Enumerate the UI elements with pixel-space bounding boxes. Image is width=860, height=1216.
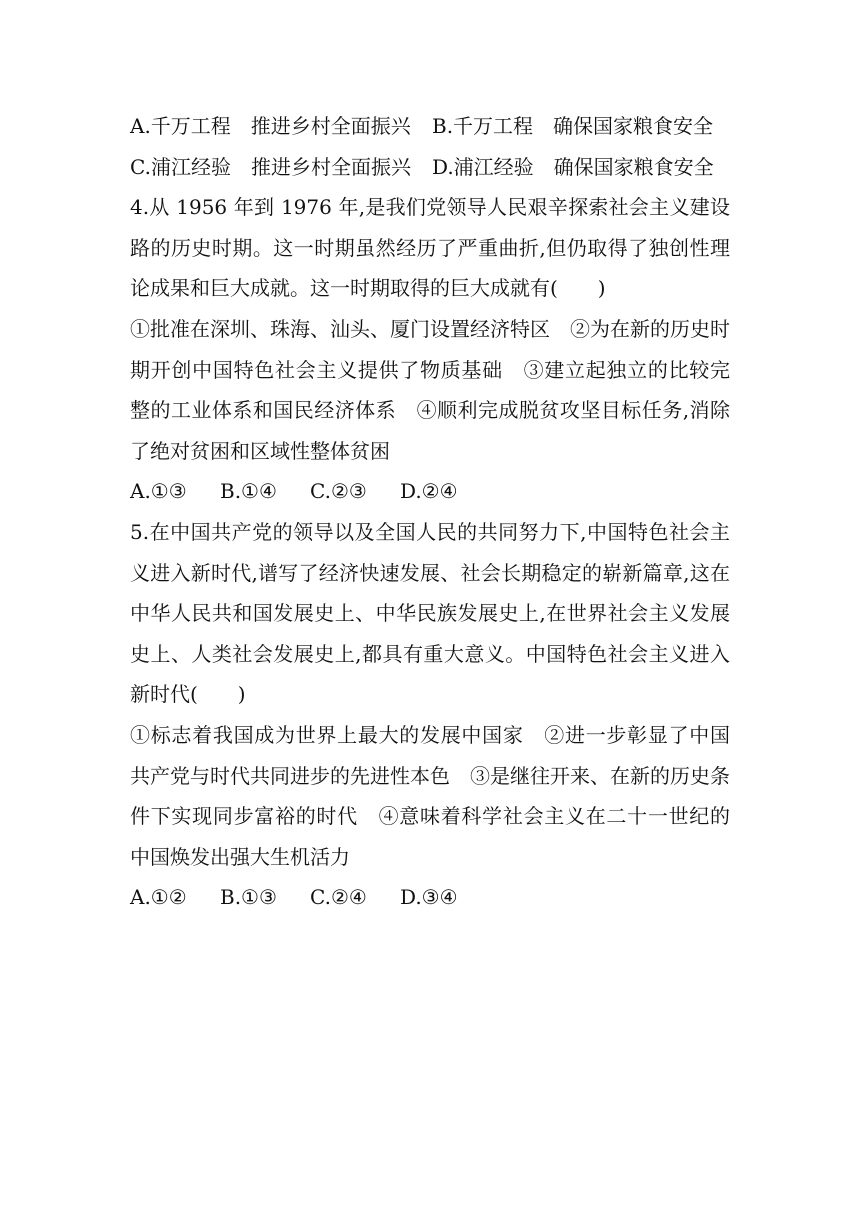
q4-option-b[interactable]: B.①④ [220, 479, 277, 504]
q3-option-c[interactable]: C.浦江经验 推进乡村全面振兴 [130, 154, 411, 179]
q4-option-c[interactable]: C.②③ [310, 479, 367, 504]
q4-statement-line: 整的工业体系和国民经济体系 ④顺利完成脱贫攻坚目标任务,消除 [130, 398, 730, 423]
q5-stem-line: 史上、人类社会发展史上,都具有重大意义。中国特色社会主义进入 [130, 641, 730, 666]
q5-option-c[interactable]: C.②④ [310, 885, 367, 910]
q3-options-row-2 [130, 147, 730, 188]
q3-option-b[interactable]: B.千万工程 确保国家粮食安全 [432, 114, 714, 138]
q3-option-a[interactable]: A.千万工程 推进乡村全面振兴 [130, 114, 411, 138]
q4-statement-line: 期开创中国特色社会主义提供了物质基础 ③建立起独立的比较完 [130, 357, 730, 382]
q5-statement-line: ①标志着我国成为世界上最大的发展中国家 ②进一步彰显了中国 [130, 722, 730, 747]
q5-option-a[interactable]: A.①② [130, 885, 187, 910]
q4-option-a[interactable]: A.①③ [130, 479, 187, 504]
q5-stem-line: 中华人民共和国发展史上、中华民族发展史上,在世界社会主义发展 [130, 601, 730, 626]
q4-statement-line: ①批准在深圳、珠海、汕头、厦门设置经济特区 ②为在新的历史时 [130, 316, 730, 341]
q4-stem-line: 论成果和巨大成就。这一时期取得的巨大成就有( ) [130, 276, 606, 301]
q4-option-d[interactable]: D.②④ [400, 479, 458, 504]
q4-options-row [130, 471, 730, 512]
q3-options-row-1 [130, 106, 730, 147]
q4-statement-line: 了绝对贫困和区域性整体贫困 [130, 438, 390, 463]
q5-stem-line: 新时代( ) [130, 682, 246, 707]
q5-stem-line: 5.在中国共产党的领导以及全国人民的共同努力下,中国特色社会主 [130, 519, 730, 544]
q5-option-d[interactable]: D.③④ [400, 885, 458, 910]
q3-option-d[interactable]: D.浦江经验 确保国家粮食安全 [432, 154, 714, 179]
question-content [130, 106, 730, 918]
q5-options-row [130, 877, 730, 918]
q5-option-b[interactable]: B.①③ [220, 885, 277, 910]
q4-stem-line: 4.从 1956 年到 1976 年,是我们党领导人民艰辛探索社会主义建设 [130, 195, 730, 220]
q5-stem-line: 义进入新时代,谱写了经济快速发展、社会长期稳定的崭新篇章,这在 [130, 560, 730, 585]
q5-statement-line: 件下实现同步富裕的时代 ④意味着科学社会主义在二十一世纪的 [130, 804, 730, 829]
q5-statement-line: 中国焕发出强大生机活力 [130, 844, 350, 869]
q4-stem-line: 路的历史时期。这一时期虽然经历了严重曲折,但仍取得了独创性理 [130, 235, 730, 260]
q5-statement-line: 共产党与时代共同进步的先进性本色 ③是继往开来、在新的历史条 [130, 763, 730, 788]
